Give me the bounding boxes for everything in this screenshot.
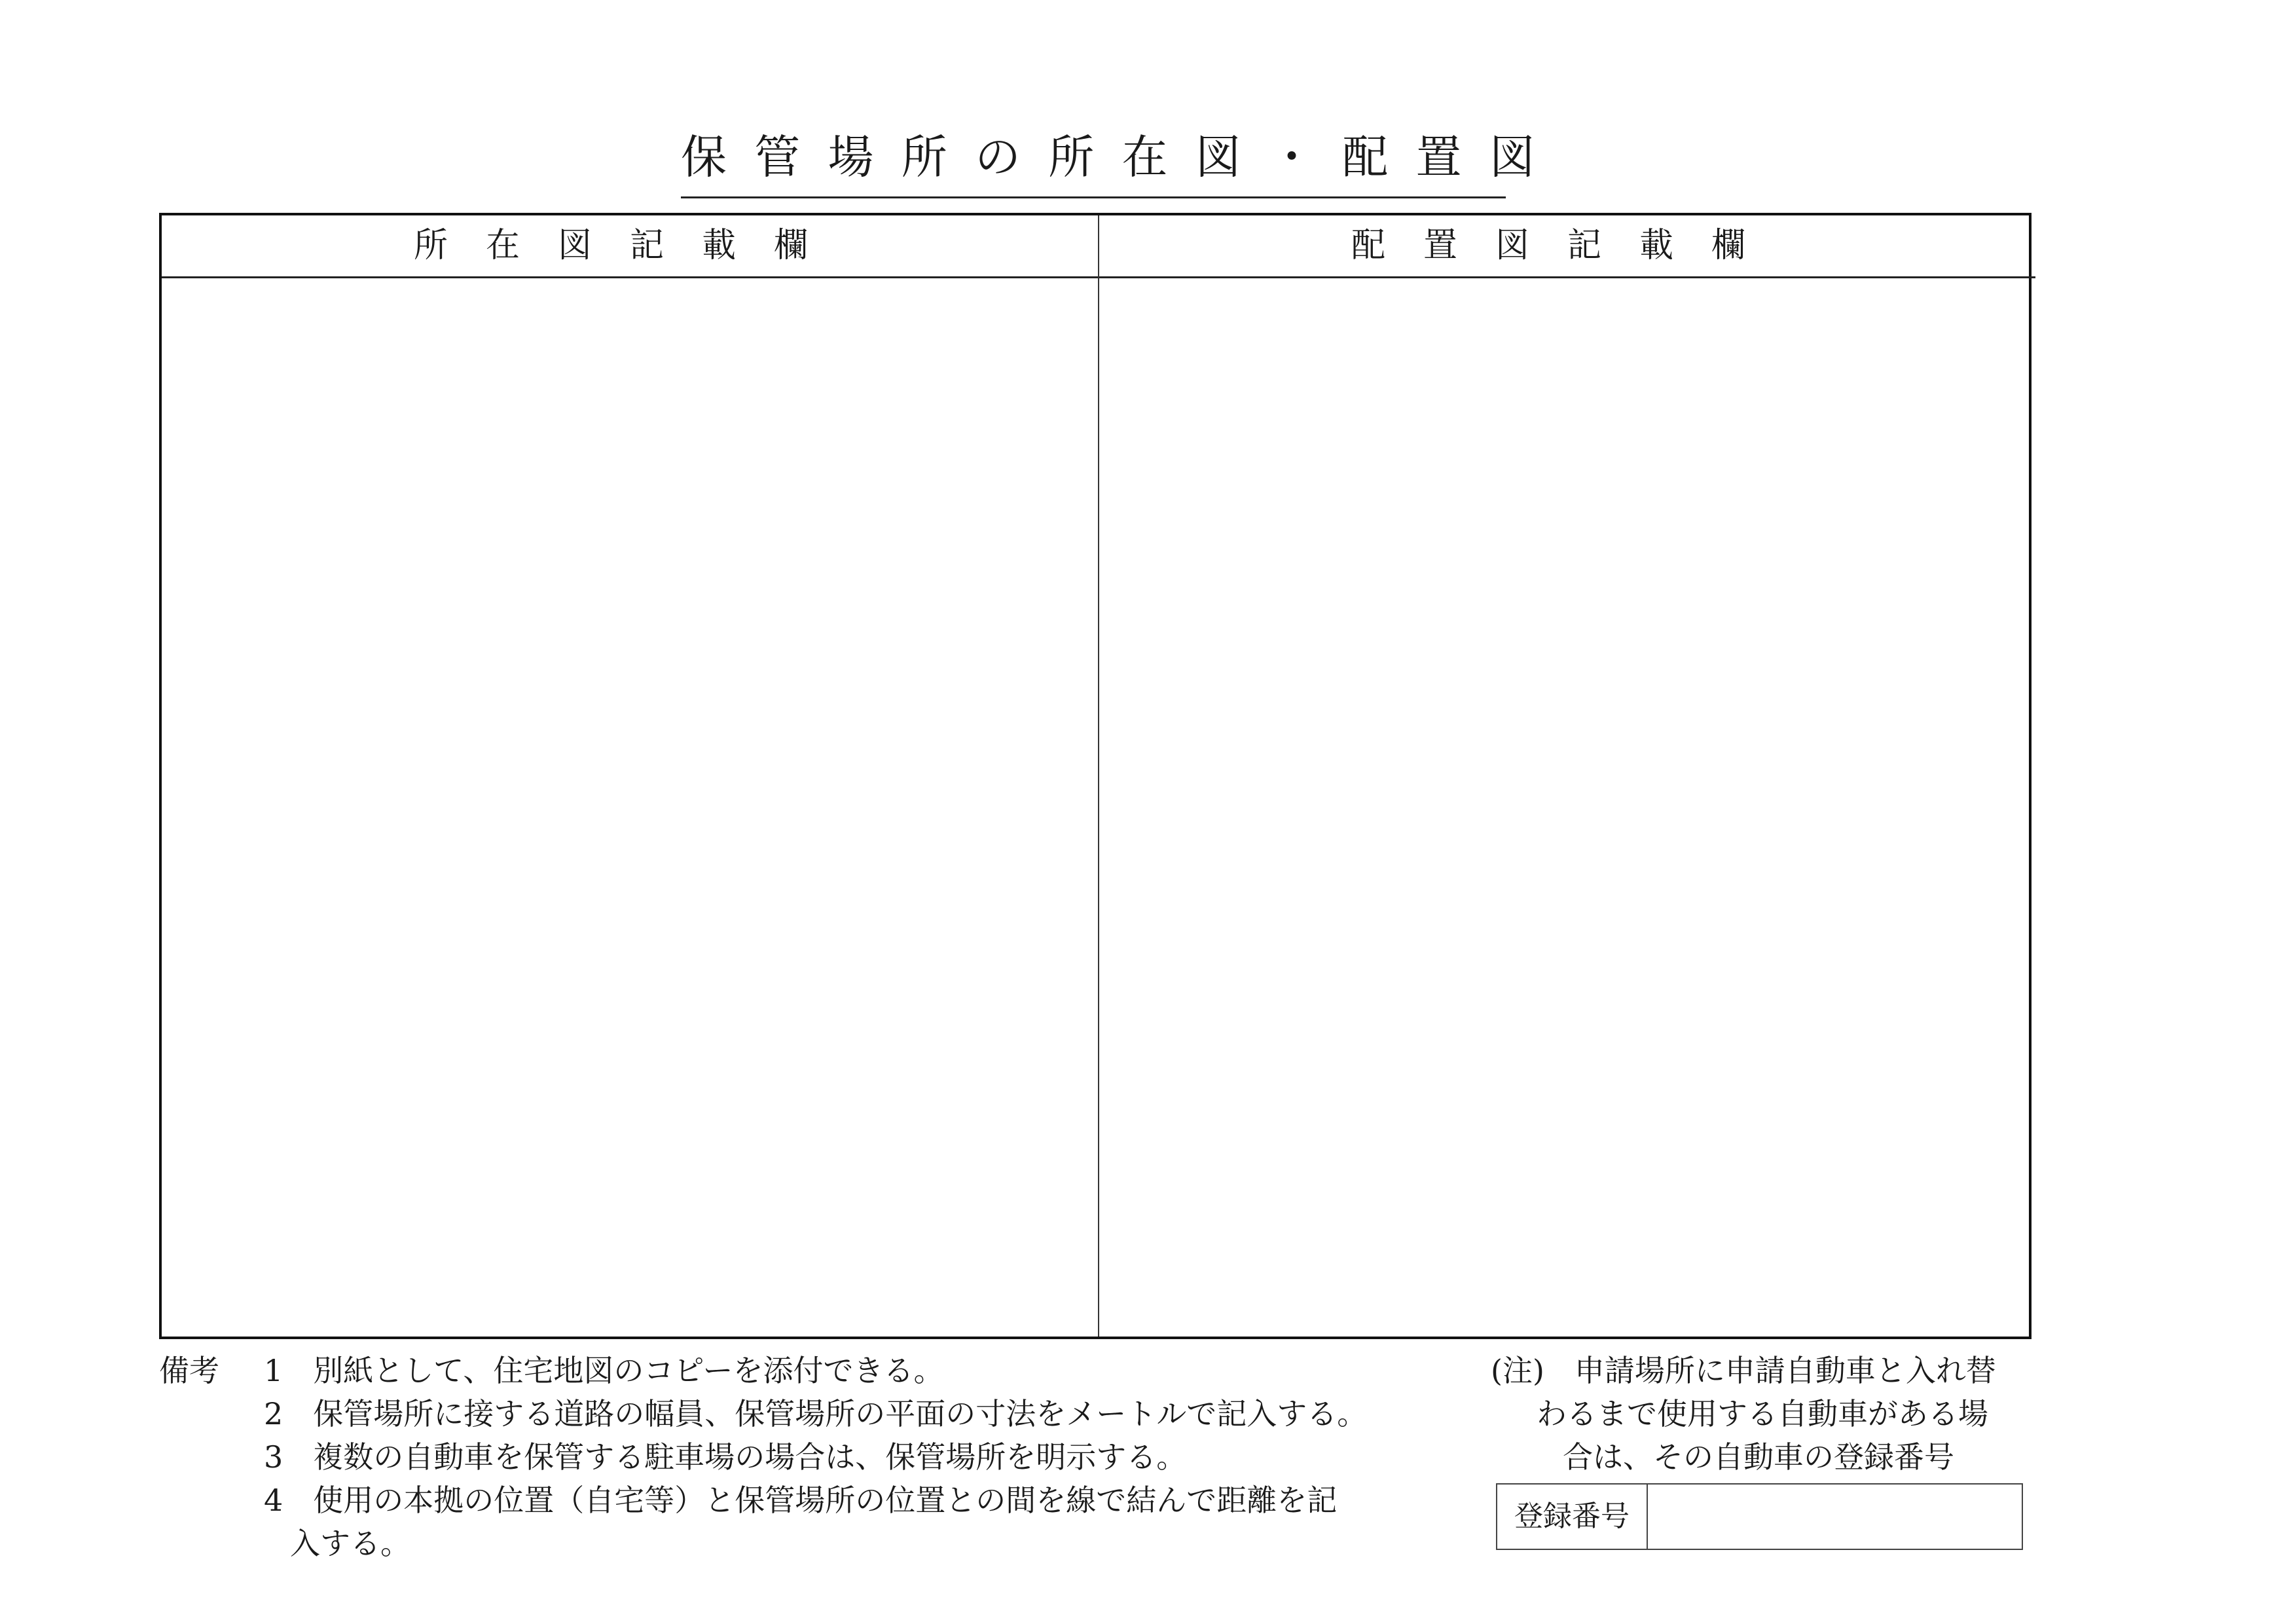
layout-map-area[interactable] [1099, 278, 2035, 1337]
map-frame [159, 213, 2032, 1339]
remark-item-4: 4 使用の本拠の位置（自宅等）と保管場所の位置との間を線で結んで距離を記 [264, 1483, 1338, 1518]
registration-number-field[interactable] [1648, 1485, 2022, 1549]
remark-item-4-continuation: 入する。 [290, 1526, 410, 1561]
layout-map-header: 配置図記載欄 [1099, 215, 2035, 278]
page-title: 保 管 場 所 の 所 在 図 ・ 配 置 図 [681, 124, 1506, 198]
location-map-area[interactable] [162, 278, 1098, 1337]
location-map-column [162, 215, 1098, 1337]
remark-item-2: 2 保管場所に接する道路の幅員、保管場所の平面の寸法をメートルで記入する。 [264, 1396, 1368, 1431]
registration-number-label: 登録番号 [1497, 1485, 1648, 1549]
annotation-line-3: 合は、その自動車の登録番号 [1563, 1439, 1954, 1475]
layout-map-column [1098, 215, 2035, 1337]
annotation-line-1: (注) 申請場所に申請自動車と入れ替 [1491, 1353, 1996, 1388]
registration-number-box [1496, 1483, 2023, 1550]
remark-item-1: 1 別紙として、住宅地図のコピーを添付できる。 [264, 1353, 944, 1388]
remark-item-3: 3 複数の自動車を保管する駐車場の場合は、保管場所を明示する。 [264, 1439, 1187, 1475]
remarks-label: 備考 [159, 1353, 219, 1388]
annotation-line-2: わるまで使用する自動車がある場 [1537, 1396, 1988, 1431]
location-map-header: 所在図記載欄 [162, 215, 1098, 278]
